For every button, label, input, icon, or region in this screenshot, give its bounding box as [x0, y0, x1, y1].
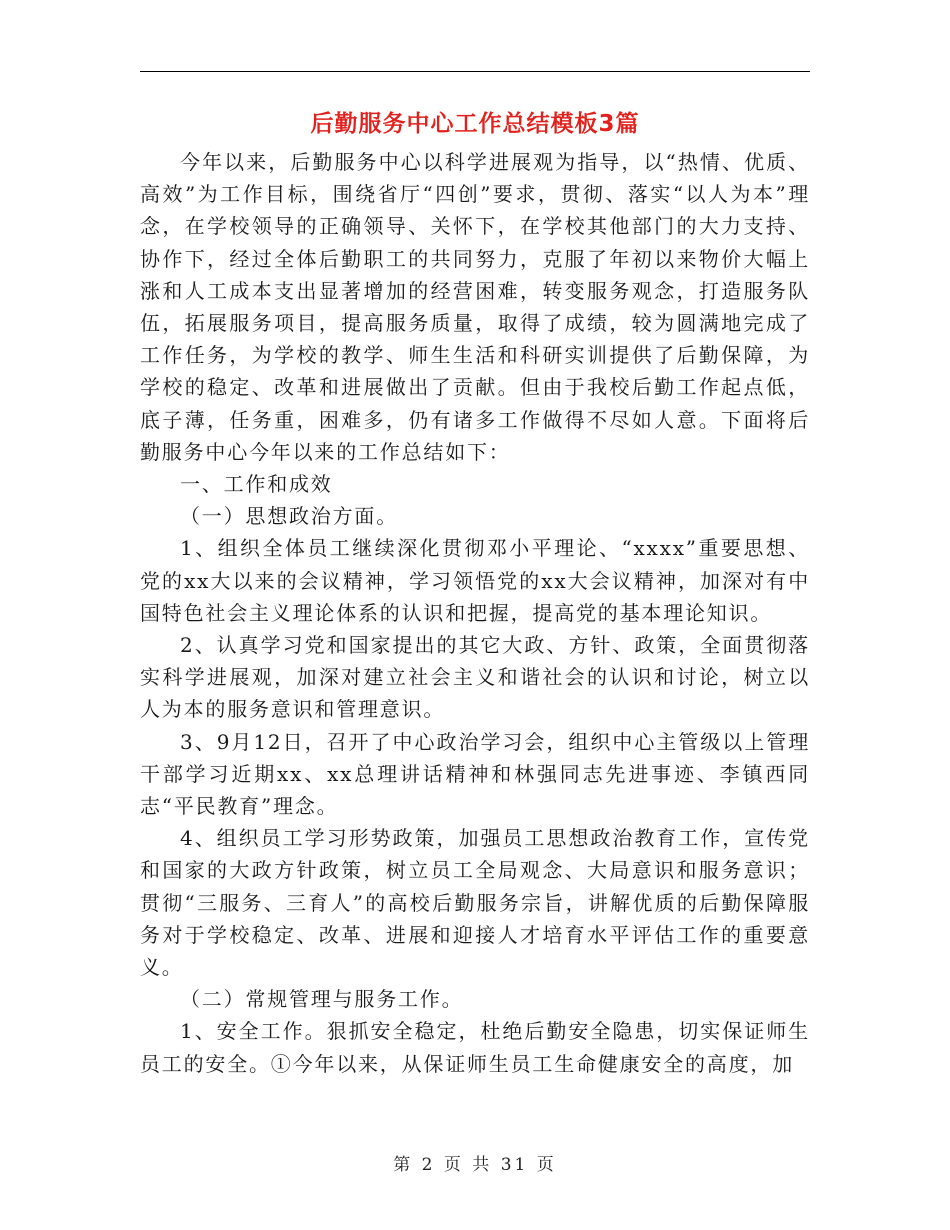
- header-rule: [140, 71, 810, 72]
- paragraph-item-4: 4、组织员工学习形势政策，加强员工思想政治教育工作，宣传党和国家的大政方针政策，树立员工全局观念、大局意识和服务意识；贯彻“三服务、三育人”的高校后勤服务宗旨，讲解优质的后勤保障服务对于学校稳定、改革、进展和迎接人才培育水平评估工作的重要意义。: [140, 826, 810, 980]
- paragraph-item-2: 2、认真学习党和国家提出的其它大政、方针、政策，全面贯彻落实科学进展观，加深对建立社会主义和谐社会的认识和讨论，树立以人为本的服务意识和管理意识。: [140, 633, 810, 722]
- paragraph-item-3: 3、9月12日，召开了中心政治学习会，组织中心主管级以上管理干部学习近期xx、xx总理讲话精神和林强同志先进事迹、李镇西同志“平民教育”理念。: [140, 729, 810, 819]
- page-number-footer: 第 2 页 共 31 页: [393, 1155, 557, 1175]
- document-body: [140, 146, 810, 1080]
- paragraph-safety: 1、安全工作。狠抓安全稳定，杜绝后勤安全隐患，切实保证师生员工的安全。①今年以来，从保证师生员工生命健康安全的高度，加: [140, 1019, 810, 1076]
- subsection-heading-2: （二）常规管理与服务工作。: [180, 987, 464, 1012]
- document-title: 后勤服务中心工作总结模板3篇: [310, 111, 640, 137]
- paragraph-item-1: 1、组织全体员工继续深化贯彻邓小平理论、“xxxx”重要思想、党的xx大以来的会议精神，学习领悟党的xx大会议精神，加深对有中国特色社会主义理论体系的认识和把握，提高党的基本理论知识。: [140, 536, 810, 625]
- subsection-heading-1: （一）思想政治方面。: [180, 504, 398, 529]
- section-heading-1: 一、工作和成效: [180, 472, 333, 497]
- paragraph-intro: 今年以来，后勤服务中心以科学进展观为指导，以“热情、优质、高效”为工作目标，围绕省厅“四创”要求，贯彻、落实“以人为本”理念，在学校领导的正确领导、关怀下，在学校其他部门的大力支持、协作下，经过全体后勤职工的共同努力，克服了年初以来物价大幅上涨和人工成本支出显著增加的经营困难，转变服务观念，打造服务队伍，拓展服务项目，提高服务质量，取得了成绩，较为圆满地完成了工作任务，为学校的教学、师生生活和科研实训提供了后勤保障，为学校的稳定、改革和进展做出了贡献。但由于我校后勤工作起点低，底子薄，任务重，困难多，仍有诸多工作做得不尽如人意。下面将后勤服务中心今年以来的工作总结如下：: [140, 150, 810, 464]
